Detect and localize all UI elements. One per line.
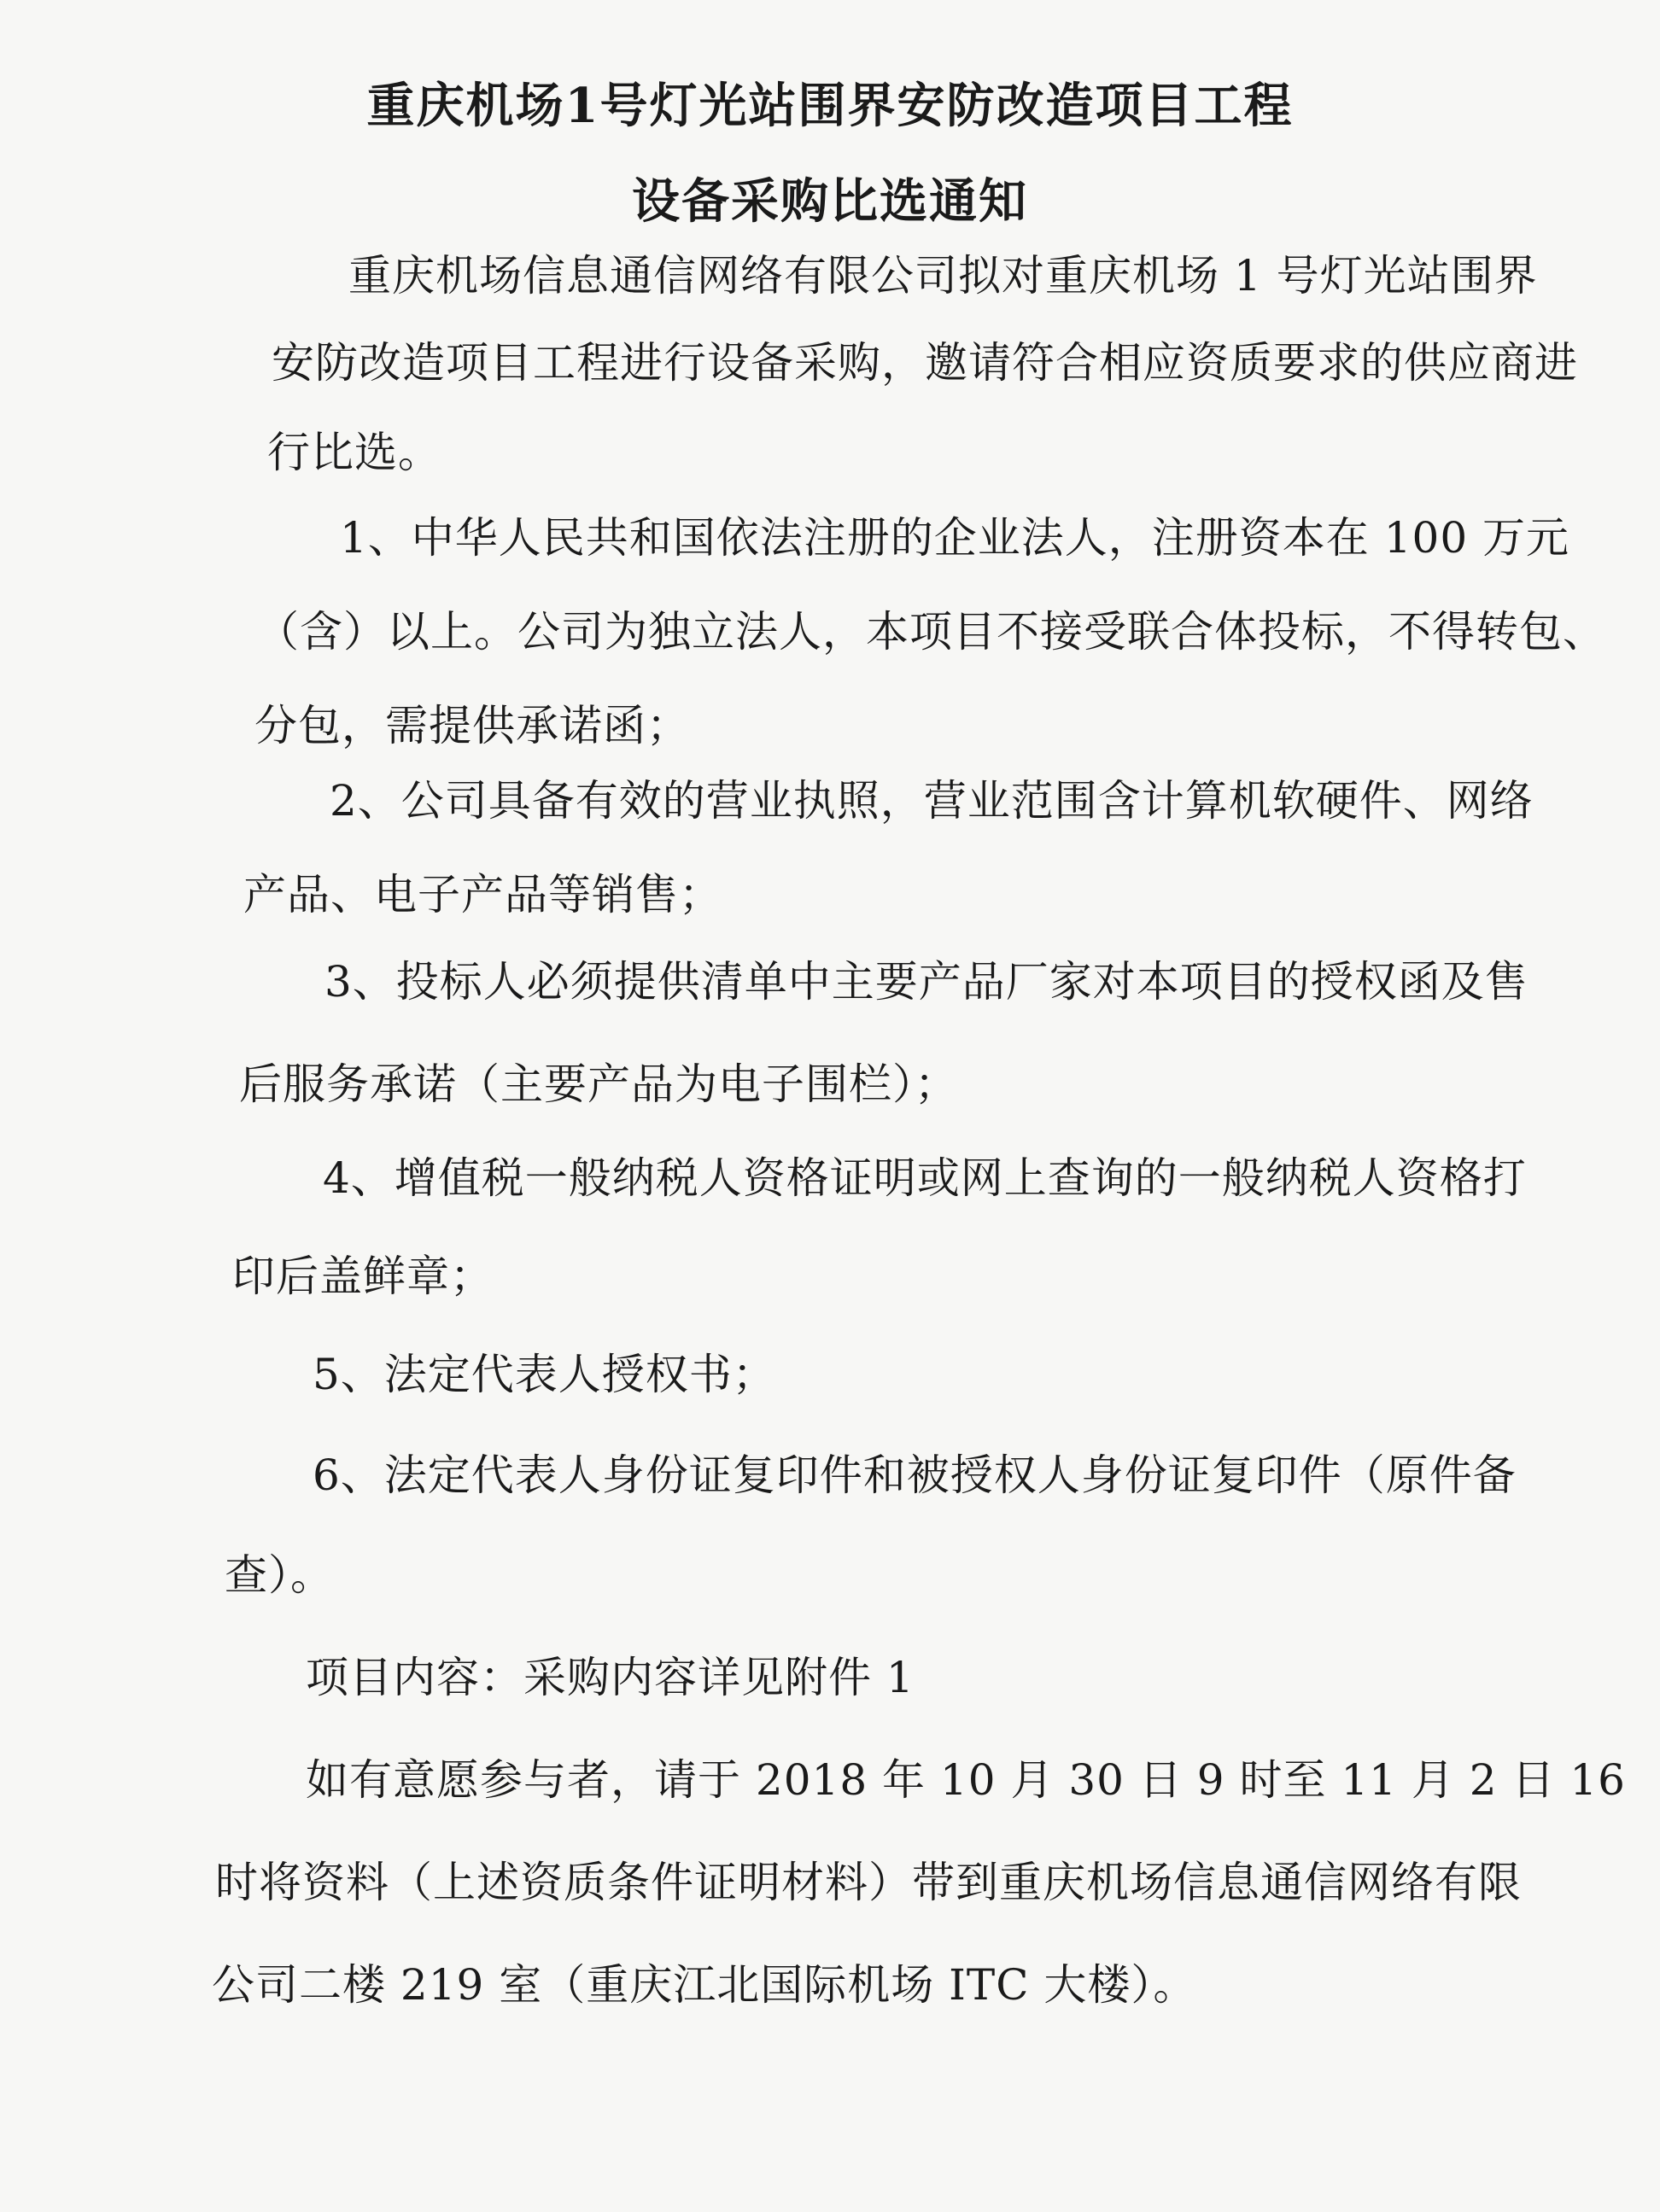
body-line: 重庆机场信息通信网络有限公司拟对重庆机场 1 号灯光站围界 [348,251,1538,301]
document-subtitle: 设备采购比选通知 [632,173,1028,230]
body-line: 时将资料（上述资质条件证明材料）带到重庆机场信息通信网络有限 [215,1858,1522,1907]
body-line: 公司二楼 219 室（重庆江北国际机场 ITC 大楼）。 [212,1960,1197,2010]
document-title: 重庆机场1号灯光站围界安防改造项目工程 [366,78,1294,134]
body-line: 安防改造项目工程进行设备采购，邀请符合相应资质要求的供应商进 [272,338,1578,388]
body-line: 印后盖鲜章； [232,1252,494,1301]
requirement-4: 4、增值税一般纳税人资格证明或网上查询的一般纳税人资格打 [323,1153,1527,1203]
requirement-3: 3、投标人必须提供清单中主要产品厂家对本项目的授权函及售 [324,957,1528,1007]
body-line: （含）以上。公司为独立法人，本项目不接受联合体投标，不得转包、 [256,607,1606,657]
requirement-1: 1、中华人民共和国依法注册的企业法人，注册资本在 100 万元 [340,513,1570,563]
requirement-6: 6、法定代表人身份证复印件和被授权人身份证复印件（原件备 [313,1450,1517,1500]
body-line: 分包，需提供承诺函； [254,701,690,750]
body-line: 产品、电子产品等销售； [243,870,722,919]
body-line: 后服务承诺（主要产品为电子围栏）； [239,1059,958,1109]
requirement-2: 2、公司具备有效的营业执照，营业范围含计算机软硬件、网络 [330,776,1534,826]
submission-notice: 如有意愿参与者，请于 2018 年 10 月 30 日 9 时至 11 月 2 日 16 [306,1755,1626,1805]
body-line: 查）。 [225,1550,334,1600]
requirement-5: 5、法定代表人授权书； [313,1350,776,1399]
body-line: 行比选。 [267,428,441,477]
project-content: 项目内容：采购内容详见附件 1 [306,1653,915,1702]
